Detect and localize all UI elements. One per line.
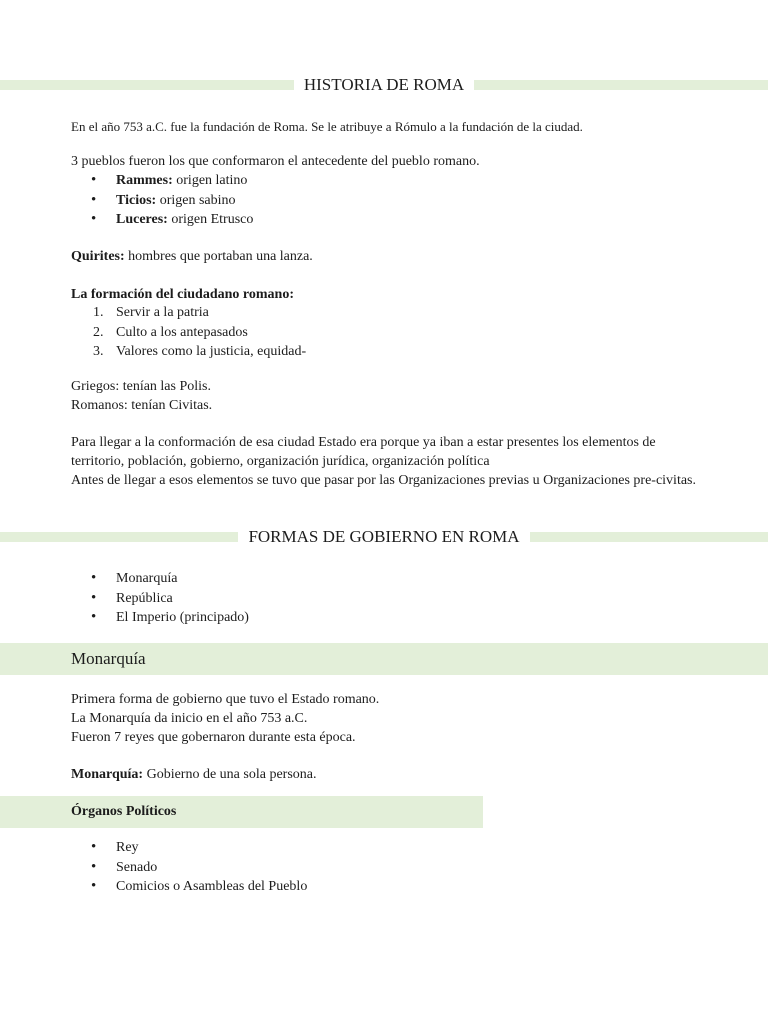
romanos-line: Romanos: tenían Civitas. xyxy=(71,398,213,413)
heading-formas: FORMAS DE GOBIERNO EN ROMA xyxy=(0,527,768,547)
list-item: • Monarquía xyxy=(71,569,249,589)
list-item: • El Imperio (principado) xyxy=(71,608,249,628)
para-llegar-paragraph: Para llegar a la conformación de esa ciudad Estado era porque ya iban a estar presentes los elementos de territorio, población, gobierno, organización jurídica, organización política xyxy=(71,435,656,469)
list-item: • Comicios o Asambleas del Pueblo xyxy=(71,877,307,897)
griegos-line: Griegos: tenían las Polis. xyxy=(71,379,211,394)
heading-monarquia: Monarquía xyxy=(71,649,146,668)
list-item: 1. Servir a la patria xyxy=(93,305,209,320)
list-item: • Senado xyxy=(71,858,307,878)
list-item: • Rey xyxy=(71,838,307,858)
list-item: • Luceres: origen Etrusco xyxy=(71,210,253,230)
quirites-definition: Quirites: hombres que portaban una lanza. xyxy=(71,249,313,264)
heading-bar-monarquia xyxy=(0,643,768,675)
list-item: 3. Valores como la justicia, equidad- xyxy=(93,344,307,359)
list-item: • República xyxy=(71,589,249,609)
monarquia-definition: Monarquía: Gobierno de una sola persona. xyxy=(71,767,317,782)
monarquia-line-1: Primera forma de gobierno que tuvo el Estado romano. xyxy=(71,692,380,707)
monarquia-line-2: La Monarquía da inicio en el año 753 a.C. xyxy=(71,711,308,726)
heading-bar-organos xyxy=(0,796,483,828)
pueblos-intro: 3 pueblos fueron los que conformaron el antecedente del pueblo romano. xyxy=(71,154,480,169)
list-item: • Rammes: origen latino xyxy=(71,171,253,191)
antes-paragraph: Antes de llegar a esos elementos se tuvo que pasar por las Organizaciones previas u Organizaciones pre-civitas. xyxy=(71,473,696,488)
intro-paragraph: En el año 753 a.C. fue la fundación de Roma. Se le atribuye a Rómulo a la fundación de la ciudad. xyxy=(71,119,583,134)
formacion-title: La formación del ciudadano romano: xyxy=(71,287,294,302)
formas-list xyxy=(71,569,249,628)
monarquia-line-3: Fueron 7 reyes que gobernaron durante esta época. xyxy=(71,730,356,745)
list-item: 2. Culto a los antepasados xyxy=(93,324,248,340)
formacion-list xyxy=(71,303,306,362)
heading-organos: Órganos Políticos xyxy=(71,804,177,819)
list-item: • Ticios: origen sabino xyxy=(71,191,253,211)
organos-list xyxy=(71,838,307,897)
pueblos-list xyxy=(71,171,253,230)
heading-historia: HISTORIA DE ROMA xyxy=(0,75,768,95)
